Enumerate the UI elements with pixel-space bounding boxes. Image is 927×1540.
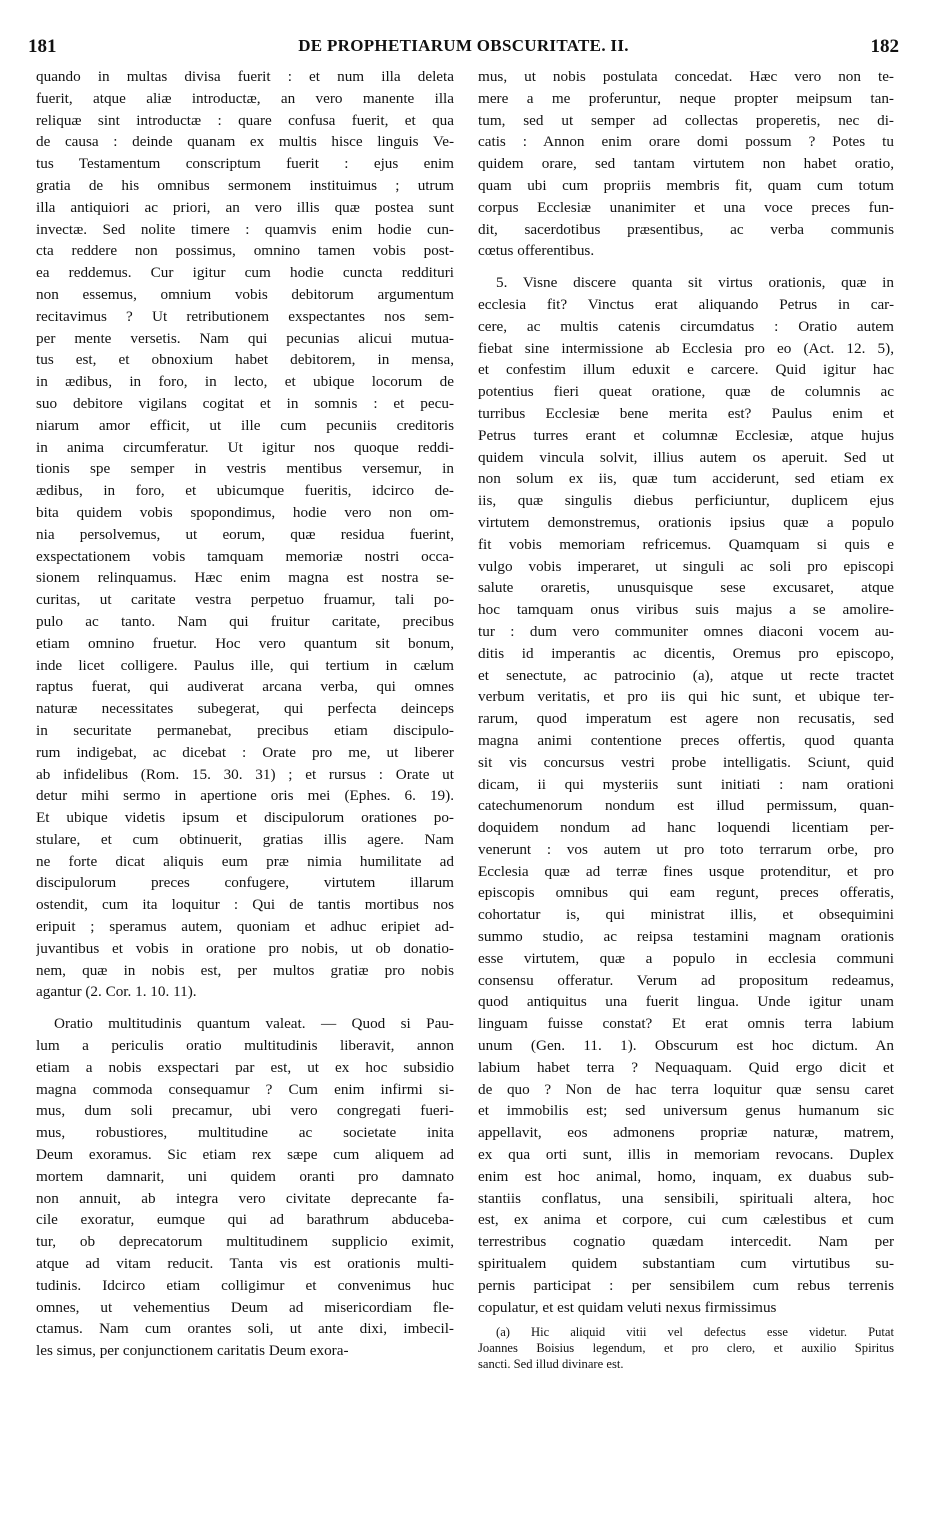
text-line: Oratio multitudinis quantum valeat. — Quod si Pau- xyxy=(54,1015,454,1033)
left-column xyxy=(36,66,454,1362)
text-line: de causa : deinde quanam ex multis hisce linguis Ve- xyxy=(36,133,454,151)
text-line: illa antiquiori ac priori, an vero illis quæ postea sunt xyxy=(36,198,454,216)
text-line: magna commoda consequamur ? Cum enim infirmi si- xyxy=(36,1080,454,1098)
text-line: appellavit, eos admonens propriæ naturæ, matrem, xyxy=(478,1124,894,1142)
text-line: et confestim illum eduxit e carcere. Quid igitur hac xyxy=(478,361,894,379)
text-line: Petrus turres erant et columnæ Ecclesiæ, atque hujus xyxy=(478,426,894,444)
text-line: bita quidem vobis spopondimus, hodie vero non om- xyxy=(36,503,454,521)
text-line: stulare, et cum obtinuerit, gratias illis agere. Nam xyxy=(36,830,454,848)
text-line: esse virtutem, quæ a populo in ecclesia communi xyxy=(478,949,894,967)
text-line: lum a periculis oratio multitudinis liberavit, annon xyxy=(36,1037,454,1055)
text-line: fiebat sine intermissione ab Ecclesia pro eo (Act. 12. 5), xyxy=(478,339,894,357)
text-line: fit vobis memoriam refricemus. Quamquam si quis e xyxy=(478,535,894,553)
text-line: quando in multas divisa fuerit : et num illa deleta xyxy=(36,68,454,85)
text-line: naturæ necessitates subegerat, qui perfecta deinceps xyxy=(36,700,454,718)
text-line: iis, quæ singulis diebus perficiuntur, duplicem ejus xyxy=(478,492,894,510)
text-line: quod antiquitus una fuerit lingua. Unde igitur unam xyxy=(478,993,894,1011)
footnote xyxy=(478,1324,894,1372)
text-line: potentius fieri queat oratione, quæ de columnis ac xyxy=(478,383,894,401)
text-line: cile exoratur, eumque qui ad barathrum abduceba- xyxy=(36,1211,454,1229)
text-line: etiam a nobis exspectari par est, ut ex hoc subsidio xyxy=(36,1058,454,1076)
text-line: raptus fuerat, qui audiverat arcana verba, qui omnes xyxy=(36,678,454,696)
paragraph xyxy=(478,272,894,1318)
text-line: mortem damnarit, uni quidem oranti pro damnato xyxy=(36,1167,454,1185)
text-line: cta reddere non possimus, omnino tamen vobis post- xyxy=(36,242,454,260)
text-line: magna animi contentione preces offertis, quod quanta xyxy=(478,731,894,749)
text-line: etiam omnino fruetur. Hoc vero quantum sit bonum, xyxy=(36,634,454,652)
text-line: de quo ? Non de hac terra loquitur quæ sensu caret xyxy=(478,1080,894,1098)
text-line: virtutem demonstremus, orationis ipsius quæ a populo xyxy=(478,513,894,531)
text-line: mere a me proferuntur, neque propter meipsum tan- xyxy=(478,89,894,107)
text-line: suo debitore vigilans cogitat et in somnis : et pecu- xyxy=(36,394,454,412)
text-line: fuerit, atque aliæ introductæ, an vero manente illa xyxy=(36,89,454,107)
text-line: terrestribus cognatio quædam intercedit. Nam per xyxy=(478,1233,894,1251)
text-line: nia persolvemus, ut eorum, quæ residua fuerint, xyxy=(36,525,454,543)
text-line: enim est hoc animal, homo, inquam, ex duabus sub- xyxy=(478,1167,894,1185)
text-line: tudinis. Idcirco etiam colligimur et convenimus huc xyxy=(36,1276,454,1294)
text-line: in anima circumferatur. Ut igitur nos quoque reddi- xyxy=(36,438,454,456)
text-line: in ædibus, in foro, in lecto, et ubique locorum de xyxy=(36,373,454,391)
text-line: venerunt : vos autem ut pro toto terrarum orbe, pro xyxy=(478,840,894,858)
text-line: nem, quæ in nobis est, per multos gratiæ pro nobis xyxy=(36,961,454,979)
page-number-left: 181 xyxy=(28,36,57,57)
text-line: quam ubi cum propriis membris fit, quam cum totum xyxy=(478,176,894,194)
text-line: omnes, ut vehementius Deum ad misericordiam fle- xyxy=(36,1298,454,1316)
text-line: Et ubique videtis ipsum et discipulorum orationes po- xyxy=(36,809,454,827)
text-line: dicam, ii qui mysteriis sunt initiati : nam orationi xyxy=(478,775,894,793)
page-number-right: 182 xyxy=(870,36,899,57)
text-line: ea reddemus. Cur igitur cum hodie cuncta reddituri xyxy=(36,264,454,282)
text-line: tus est, et obnoxium habet debitorem, in mensa, xyxy=(36,351,454,369)
text-line: est, ex anima et corpore, cui cum cælestibus et cum xyxy=(478,1211,894,1229)
text-line: exspectationem vobis tamquam memoriæ nostri occa- xyxy=(36,547,454,565)
text-line: dit, sacerdotibus præsentibus, ac verba communis xyxy=(478,220,894,238)
text-line: tus Testamentum conscriptum fuerit : ejus enim xyxy=(36,155,454,173)
text-line: verbum veritatis, et pro iis qui hic sunt, et ubique ter- xyxy=(478,688,894,706)
text-line: mus, dum soli precamur, ubi vero congregati fueri- xyxy=(36,1102,454,1120)
text-line: inde licet colligere. Paulus ille, qui tertium in cælum xyxy=(36,656,454,674)
text-line: vulgo vobis imperaret, ut singuli ac soli pro episcopi xyxy=(478,557,894,575)
text-line: corpus Ecclesiæ unanimiter et una voce preces fun- xyxy=(478,198,894,216)
text-line: linguam fuisse constat? Et erat omnis terra labium xyxy=(478,1015,894,1033)
text-line: spiritualem quidem substantiam cum virtutibus su- xyxy=(478,1255,894,1273)
text-line: ctamus. Nam cum orantes soli, ut ante dixi, imbecil- xyxy=(36,1320,454,1338)
text-line: non annuit, ab integra vero civitate deprecante fa- xyxy=(36,1189,454,1207)
text-line: recitavimus ? Ut retributionem exspectantes nos sem- xyxy=(36,307,454,325)
text-line: ditis id imperantis ac dicentis, Oremus pro episcopo, xyxy=(478,644,894,662)
text-line: sit vis concursus vestri probe intelligatis. Sciunt, quid xyxy=(478,753,894,771)
text-line: mus, ut nobis postulata concedat. Hæc vero non te- xyxy=(478,68,894,85)
text-line: quidem vincula solvit, illius autem os aperuit. Sed ut xyxy=(478,448,894,466)
text-line: cohortatur is, qui ministrat illis, et obsequimini xyxy=(478,906,894,924)
text-line: 5. Visne discere quanta sit virtus orationis, quæ in xyxy=(496,274,894,292)
text-line: non essemus, omnium vobis debitorum argumentum xyxy=(36,285,454,303)
text-line: invectæ. Sed nolite timere : quamvis enim hodie cun- xyxy=(36,220,454,238)
text-line: copulatur, et est quidam veluti nexus firmissimus xyxy=(478,1298,777,1316)
page-header xyxy=(28,36,899,62)
text-line: unum (Gen. 11. 1). Obscurum est hoc dictum. An xyxy=(478,1037,894,1055)
text-line: hoc tamquam onus viribus suis majus a se amolire- xyxy=(478,601,894,619)
text-line: ædibus, in foro, et ubicumque fueritis, idcirco de- xyxy=(36,482,454,500)
text-line: stantiis conflatus, una sensibili, spirituali altera, hoc xyxy=(478,1189,894,1207)
text-line: labium habet terra ? Nequaquam. Quid ergo dicit et xyxy=(478,1058,894,1076)
text-line: Ecclesia quæ ad terræ fines usque protenditur, et pro xyxy=(478,862,894,880)
paragraph-gap xyxy=(36,1003,454,1013)
text-line: ecclesia fit? Vinctus erat aliquando Petrus in car- xyxy=(478,295,894,313)
text-line: catis : Annon enim orare domi possum ? Potes tu xyxy=(478,133,894,151)
text-line: detur mihi sermo in apertione oris mei (Ephes. 6. 19). xyxy=(36,787,454,805)
footnote-line: sancti. Sed illud divinare est. xyxy=(478,1357,624,1372)
text-line: tionis spe semper in vestris mentibus versemur, in xyxy=(36,460,454,478)
text-line: juvantibus et vobis in oratione pro nobis, ut ob donatio- xyxy=(36,939,454,957)
text-line: reliquæ sint introductæ : quare confusa fuerit, et qua xyxy=(36,111,454,129)
text-line: les simus, per conjunctionem caritatis Deum exora- xyxy=(36,1342,349,1360)
text-line: mus, robustiores, multitudine ac societate inita xyxy=(36,1124,454,1142)
text-line: Deum exoramus. Sic etiam rex sæpe cum aliquem ad xyxy=(36,1146,454,1164)
text-line: gratia de his omnibus sermonem instituimus ; utrum xyxy=(36,176,454,194)
text-line: ab infidelibus (Rom. 15. 30. 31) ; et rursus : Orate ut xyxy=(36,765,454,783)
text-line: ostendit, cum ita loquitur : Qui de tantis mortibus nos xyxy=(36,896,454,914)
text-line: rum indigebat, ac dicebat : Orate pro me, ut liberer xyxy=(36,743,454,761)
text-line: cœtus offerentibus. xyxy=(478,242,595,260)
paragraph xyxy=(478,66,894,262)
paragraph xyxy=(36,66,454,1003)
text-line: consensu offeratur. Verum ad propositum redeamus, xyxy=(478,971,894,989)
text-line: per mente versetis. Nam qui pecunias alicui mutua- xyxy=(36,329,454,347)
text-line: discipulorum preces confugere, virtutem illarum xyxy=(36,874,454,892)
text-line: pernis participat : per sensibilem cum rebus terrenis xyxy=(478,1276,894,1294)
text-line: episcopis omnibus qui eam regunt, preces offeratis, xyxy=(478,884,894,902)
paragraph xyxy=(36,1013,454,1362)
text-line: turribus Ecclesiæ bene merita est? Paulus enim et xyxy=(478,404,894,422)
text-line: atque ad vitam reducit. Tanta vis est orationis multi- xyxy=(36,1255,454,1273)
text-line: non solum ex iis, quæ tum acciderunt, sed etiam ex xyxy=(478,470,894,488)
text-line: eripuit ; speramus autem, quoniam et adhuc eripiet ad- xyxy=(36,918,454,936)
text-line: rarum, quod imperatum est agere non recusatis, sed xyxy=(478,710,894,728)
text-line: quidem orare, sed tantam virtutem non habet oratio, xyxy=(478,155,894,173)
right-column xyxy=(478,66,894,1372)
running-title: DE PROPHETIARUM OBSCURITATE. II. xyxy=(298,36,629,55)
text-line: ex qua orti sunt, illis in memoriam revocans. Duplex xyxy=(478,1146,894,1164)
text-line: summo studio, ac reipsa testamini magnam orationis xyxy=(478,928,894,946)
text-line: salute oraretis, unusquisque sese excusaret, atque xyxy=(478,579,894,597)
text-line: et immobilis est; sed universum genus humanum sic xyxy=(478,1102,894,1120)
text-line: niarum amor efficit, ut ille cum pecuniis creditoris xyxy=(36,416,454,434)
text-line: ne forte dicat aliquis eum præ nimia humilitate ad xyxy=(36,852,454,870)
text-line: doquidem nondum ad hanc loquendi licentiam per- xyxy=(478,819,894,837)
text-line: tum, sed ut semper ad collectas properetis, nec di- xyxy=(478,111,894,129)
footnote-line: (a) Hic aliquid vitii vel defectus esse videtur. Putat xyxy=(496,1325,894,1340)
text-line: sionem relinquamus. Hæc enim magna est nostra se- xyxy=(36,569,454,587)
text-line: agantur (2. Cor. 1. 10. 11). xyxy=(36,983,197,1001)
footnote-line: Joannes Boisius legendum, et pro clero, et auxilio Spiritus xyxy=(478,1341,894,1356)
text-line: pulo ac tanto. Nam qui fruitur caritate, precibus xyxy=(36,612,454,630)
text-line: curitas, ut caritate vestra perpetuo fruamur, tali po- xyxy=(36,591,454,609)
text-line: catechumenorum nondum est illud permissum, quan- xyxy=(478,797,894,815)
text-line: tur, ob deprecatorum multitudinem supplicio eximit, xyxy=(36,1233,454,1251)
text-line: in securitate permanebat, precibus etiam discipulo- xyxy=(36,721,454,739)
paragraph-gap xyxy=(478,262,894,272)
text-line: et senectute, ac patrocinio (a), atque ut recte tractet xyxy=(478,666,894,684)
text-line: cere, ac multis catenis circumdatus : Oratio autem xyxy=(478,317,894,335)
text-line: tur : dum vero communiter omnes diaconi vocem au- xyxy=(478,622,894,640)
